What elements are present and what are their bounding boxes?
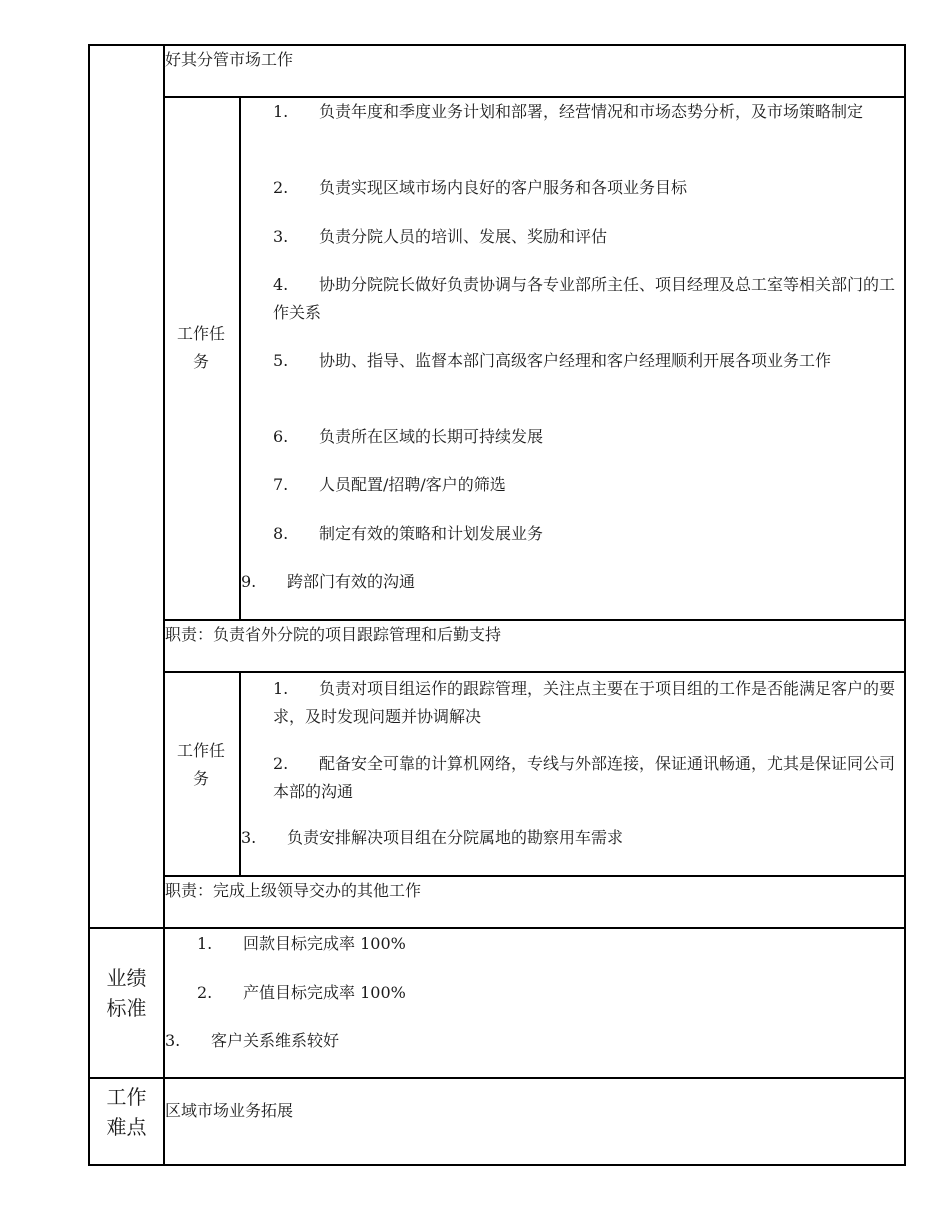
list-item: 2. 负责实现区域市场内良好的客户服务和各项业务目标 <box>273 178 688 197</box>
list-item: 8. 制定有效的策略和计划发展业务 <box>273 524 544 543</box>
difficulty-text: 区域市场业务拓展 <box>165 1101 294 1120</box>
performance-label: 业绩标准 <box>106 966 147 1020</box>
column-divider-left <box>163 44 165 1166</box>
list-item: 2. 配备安全可靠的计算机网络，专线与外部连接，保证通讯畅通，尤其是保证同公司本部的沟通 <box>273 754 896 801</box>
section2-header: 职责：负责省外分院的项目跟踪管理和后勤支持 <box>165 625 502 644</box>
list-item: 4. 协助分院院长做好负责协调与各专业部所主任、项目经理及总工室等相关部门的工作关系 <box>273 275 896 322</box>
list-item: 1. 负责年度和季度业务计划和部署，经营情况和市场态势分析，及市场策略制定 <box>273 102 864 121</box>
difficulty-label: 工作难点 <box>106 1085 147 1139</box>
section3-header: 职责：完成上级领导交办的其他工作 <box>165 881 422 900</box>
list-item: 2. 产值目标完成率 100% <box>197 983 406 1002</box>
list-item: 1. 回款目标完成率 100% <box>197 934 406 953</box>
row-divider <box>163 671 906 673</box>
list-item: 6. 负责所在区域的长期可持续发展 <box>273 427 544 446</box>
section1-task-label: 工作任务 <box>176 324 225 371</box>
section1-header: 好其分管市场工作 <box>165 50 294 69</box>
list-item: 3. 负责分院人员的培训、发展、奖励和评估 <box>273 227 608 246</box>
list-item: 5. 协助、指导、监督本部门高级客户经理和客户经理顺利开展各项业务工作 <box>273 351 832 370</box>
list-item: 9. 跨部门有效的沟通 <box>241 572 416 591</box>
list-item: 3. 负责安排解决项目组在分院属地的勘察用车需求 <box>241 828 624 847</box>
row-divider <box>88 1077 906 1079</box>
section2-task-label: 工作任务 <box>176 741 225 788</box>
list-item: 7. 人员配置/招聘/客户的筛选 <box>273 475 506 494</box>
list-item: 1. 负责对项目组运作的跟踪管理，关注点主要在于项目组的工作是否能满足客户的要求，及时发现问题并协调解决 <box>273 679 896 726</box>
row-divider <box>88 927 906 929</box>
list-item: 3. 客户关系维系较好 <box>165 1031 340 1050</box>
column-divider-task1 <box>239 97 241 620</box>
